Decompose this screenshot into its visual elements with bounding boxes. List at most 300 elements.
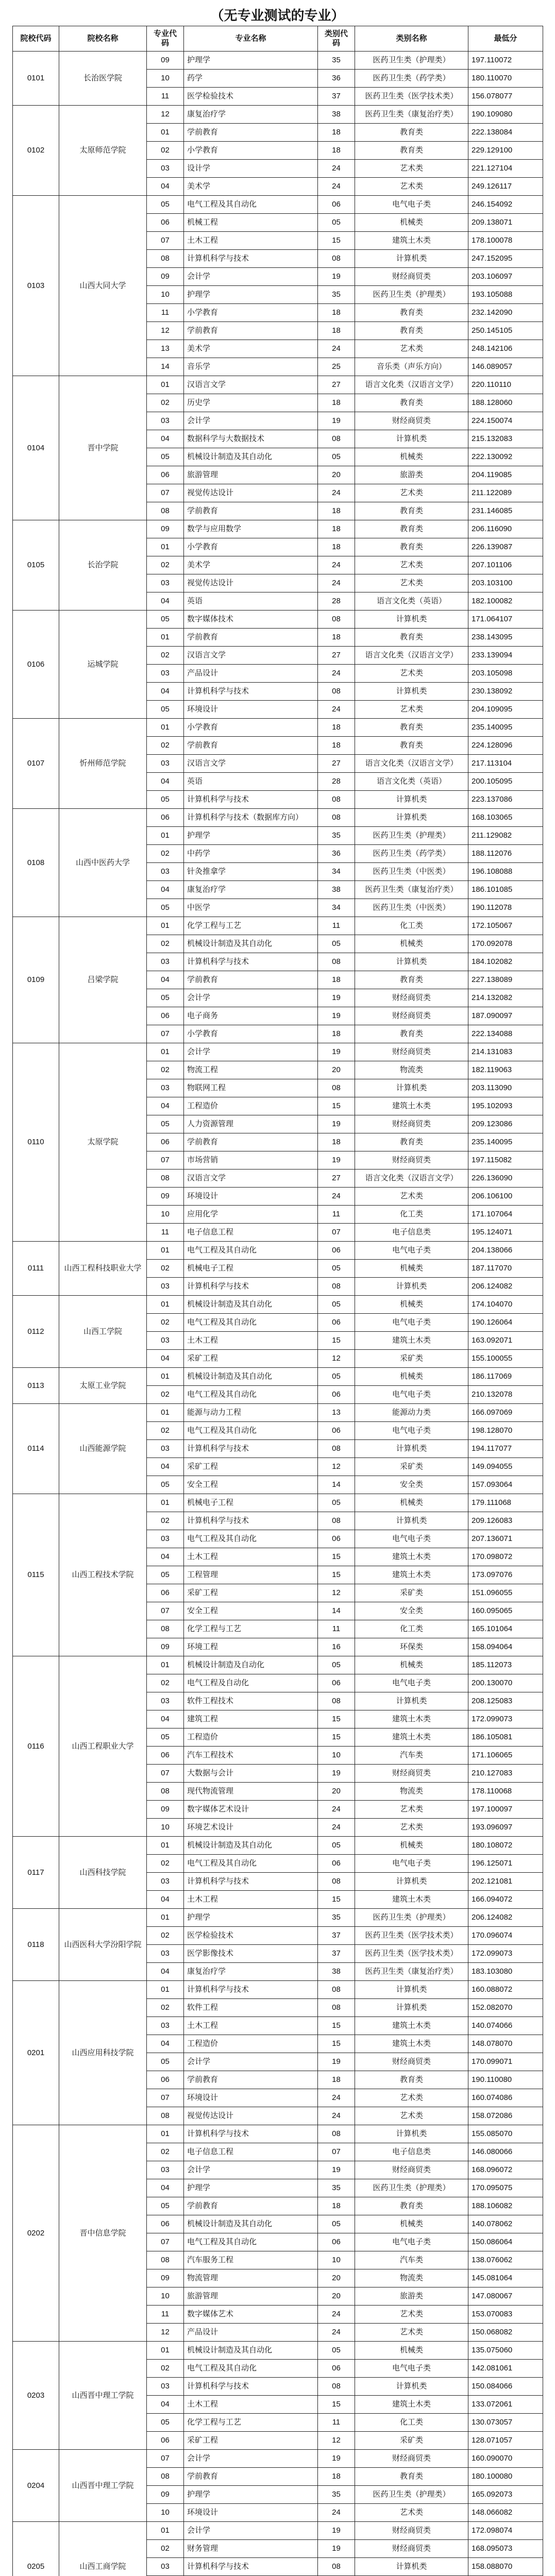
major-name-cell: 安全工程 <box>184 1602 318 1620</box>
category-code-cell: 15 <box>318 1332 355 1350</box>
category-code-cell: 19 <box>318 989 355 1007</box>
category-name-cell: 医药卫生类（医学技术类） <box>355 1927 468 1945</box>
category-code-cell: 18 <box>318 142 355 160</box>
category-code-cell: 12 <box>318 1350 355 1368</box>
category-code-cell: 27 <box>318 376 355 394</box>
major-name-cell: 电气工程及其自动化 <box>184 196 318 214</box>
category-code-cell: 36 <box>318 70 355 88</box>
category-name-cell: 财经商贸类 <box>355 268 468 286</box>
min-score-cell: 148.078070 <box>468 2035 543 2053</box>
category-name-cell: 艺术类 <box>355 178 468 196</box>
table-row <box>13 809 543 827</box>
major-name-cell: 计算机科学与技术 <box>184 791 318 809</box>
category-name-cell: 医药卫生类（药学类） <box>355 845 468 863</box>
min-score-cell: 209.138071 <box>468 214 543 232</box>
school-name-cell: 长治医学院 <box>59 52 147 106</box>
category-code-cell: 27 <box>318 755 355 773</box>
category-name-cell: 医药卫生类（护理类） <box>355 286 468 304</box>
major-name-cell: 大数据与会计 <box>184 1765 318 1783</box>
major-code-cell: 02 <box>147 1674 184 1692</box>
category-name-cell: 建筑土木类 <box>355 1332 468 1350</box>
major-code-cell: 02 <box>147 935 184 953</box>
major-code-cell: 04 <box>147 1548 184 1566</box>
category-name-cell: 计算机类 <box>355 2125 468 2143</box>
min-score-cell: 194.117077 <box>468 1440 543 1458</box>
school-name-cell: 山西医科大学汾阳学院 <box>59 1909 147 1981</box>
school-code-cell: 0116 <box>13 1656 59 1837</box>
category-name-cell: 医药卫生类（康复治疗类） <box>355 1963 468 1981</box>
category-code-cell: 06 <box>318 1855 355 1873</box>
major-code-cell: 08 <box>147 1170 184 1188</box>
category-name-cell: 语言文化类（汉语言文学） <box>355 647 468 665</box>
major-name-cell: 电气工程及其自动化 <box>184 1855 318 1873</box>
category-name-cell: 建筑土木类 <box>355 1548 468 1566</box>
category-name-cell: 教育类 <box>355 322 468 340</box>
category-name-cell: 机械类 <box>355 1368 468 1386</box>
school-name-cell: 太原工业学院 <box>59 1368 147 1404</box>
major-code-cell: 07 <box>147 2450 184 2468</box>
major-name-cell: 电气工程及其自动化 <box>184 1314 318 1332</box>
min-score-cell: 206.124082 <box>468 1909 543 1927</box>
min-score-cell: 214.131083 <box>468 1043 543 1061</box>
major-code-cell: 06 <box>147 1747 184 1765</box>
category-code-cell: 18 <box>318 124 355 142</box>
major-name-cell: 化学工程与工艺 <box>184 2414 318 2432</box>
major-code-cell: 05 <box>147 2053 184 2071</box>
major-name-cell: 计算机科学与技术 <box>184 1512 318 1530</box>
school-code-cell: 0203 <box>13 2342 59 2450</box>
major-name-cell: 会计学 <box>184 412 318 430</box>
min-score-cell: 233.139094 <box>468 647 543 665</box>
category-code-cell: 18 <box>318 737 355 755</box>
major-name-cell: 土木工程 <box>184 1332 318 1350</box>
header-category-name: 类别名称 <box>355 26 468 52</box>
major-code-cell: 01 <box>147 2125 184 2143</box>
school-code-cell: 0114 <box>13 1404 59 1494</box>
major-code-cell: 05 <box>147 1566 184 1584</box>
category-code-cell: 38 <box>318 881 355 899</box>
category-code-cell: 06 <box>318 1386 355 1404</box>
category-code-cell: 20 <box>318 466 355 484</box>
major-code-cell: 06 <box>147 2215 184 2233</box>
major-code-cell: 04 <box>147 2396 184 2414</box>
category-code-cell: 18 <box>318 538 355 556</box>
major-name-cell: 化学工程与工艺 <box>184 917 318 935</box>
major-code-cell: 02 <box>147 1260 184 1278</box>
major-name-cell: 小学教育 <box>184 538 318 556</box>
table-row <box>13 52 543 70</box>
category-code-cell: 24 <box>318 701 355 719</box>
category-name-cell: 电气电子类 <box>355 1674 468 1692</box>
major-code-cell: 01 <box>147 1242 184 1260</box>
min-score-cell: 209.126083 <box>468 1512 543 1530</box>
min-score-cell: 130.073057 <box>468 2414 543 2432</box>
category-code-cell: 20 <box>318 2269 355 2287</box>
major-code-cell: 01 <box>147 1368 184 1386</box>
category-code-cell: 06 <box>318 196 355 214</box>
major-name-cell: 计算机科学与技术 <box>184 2125 318 2143</box>
major-code-cell: 02 <box>147 1855 184 1873</box>
category-code-cell: 19 <box>318 1007 355 1025</box>
category-name-cell: 环保类 <box>355 1638 468 1656</box>
school-name-cell: 山西工程职业大学 <box>59 1656 147 1837</box>
major-name-cell: 会计学 <box>184 1043 318 1061</box>
major-name-cell: 应用化学 <box>184 1206 318 1224</box>
school-name-cell: 山西工学院 <box>59 1296 147 1368</box>
school-name-cell: 山西晋中理工学院 <box>59 2342 147 2450</box>
major-name-cell: 视觉传达设计 <box>184 574 318 592</box>
major-name-cell: 电子商务 <box>184 1007 318 1025</box>
major-name-cell: 土木工程 <box>184 1548 318 1566</box>
min-score-cell: 160.088072 <box>468 1981 543 1999</box>
category-name-cell: 采矿类 <box>355 1458 468 1476</box>
category-name-cell: 艺术类 <box>355 701 468 719</box>
major-code-cell: 01 <box>147 629 184 647</box>
table-row <box>13 2522 543 2540</box>
category-code-cell: 13 <box>318 1404 355 1422</box>
major-code-cell: 04 <box>147 2035 184 2053</box>
major-name-cell: 采矿工程 <box>184 1350 318 1368</box>
min-score-cell: 147.080067 <box>468 2287 543 2306</box>
min-score-cell: 198.128070 <box>468 1422 543 1440</box>
major-code-cell: 01 <box>147 1837 184 1855</box>
major-name-cell: 土木工程 <box>184 232 318 250</box>
min-score-cell: 170.099071 <box>468 2053 543 2071</box>
category-code-cell: 06 <box>318 1530 355 1548</box>
min-score-cell: 235.140095 <box>468 1133 543 1151</box>
major-name-cell: 会计学 <box>184 2522 318 2540</box>
min-score-cell: 150.068082 <box>468 2324 543 2342</box>
major-name-cell: 环境设计 <box>184 2504 318 2522</box>
major-code-cell: 05 <box>147 791 184 809</box>
major-code-cell: 10 <box>147 70 184 88</box>
major-code-cell: 03 <box>147 412 184 430</box>
min-score-cell: 203.106097 <box>468 268 543 286</box>
school-name-cell: 山西科技学院 <box>59 1837 147 1909</box>
category-code-cell: 18 <box>318 2468 355 2486</box>
table-row <box>13 376 543 394</box>
category-name-cell: 医药卫生类（中医类） <box>355 863 468 881</box>
min-score-cell: 165.101064 <box>468 1620 543 1638</box>
major-name-cell: 人力资源管理 <box>184 1115 318 1133</box>
category-code-cell: 05 <box>318 1368 355 1386</box>
min-score-cell: 210.127083 <box>468 1765 543 1783</box>
major-name-cell: 学前教育 <box>184 124 318 142</box>
category-code-cell: 18 <box>318 322 355 340</box>
major-name-cell: 工程管理 <box>184 1566 318 1584</box>
table-row <box>13 1909 543 1927</box>
major-name-cell: 环境设计 <box>184 701 318 719</box>
min-score-cell: 178.110068 <box>468 1783 543 1801</box>
major-code-cell: 04 <box>147 1350 184 1368</box>
major-name-cell: 护理学 <box>184 1909 318 1927</box>
min-score-cell: 249.126117 <box>468 178 543 196</box>
category-code-cell: 15 <box>318 232 355 250</box>
category-name-cell: 电子信息类 <box>355 2143 468 2161</box>
major-code-cell: 08 <box>147 1783 184 1801</box>
category-name-cell: 建筑土木类 <box>355 1097 468 1115</box>
category-name-cell: 财经商贸类 <box>355 1151 468 1170</box>
major-code-cell: 09 <box>147 1638 184 1656</box>
min-score-cell: 248.142106 <box>468 340 543 358</box>
major-name-cell: 汽车工程技术 <box>184 1747 318 1765</box>
min-score-cell: 206.124082 <box>468 1278 543 1296</box>
category-name-cell: 电气电子类 <box>355 1242 468 1260</box>
table-row <box>13 2125 543 2143</box>
major-code-cell: 09 <box>147 52 184 70</box>
min-score-cell: 195.124071 <box>468 1224 543 1242</box>
category-code-cell: 15 <box>318 1097 355 1115</box>
major-code-cell: 10 <box>147 286 184 304</box>
major-code-cell: 06 <box>147 1007 184 1025</box>
min-score-cell: 203.103100 <box>468 574 543 592</box>
major-code-cell: 04 <box>147 1891 184 1909</box>
category-code-cell: 16 <box>318 1638 355 1656</box>
category-name-cell: 机械类 <box>355 935 468 953</box>
min-score-cell: 230.138092 <box>468 683 543 701</box>
category-code-cell: 05 <box>318 1656 355 1674</box>
category-code-cell: 08 <box>318 791 355 809</box>
category-code-cell: 15 <box>318 1728 355 1747</box>
school-code-cell: 0117 <box>13 1837 59 1909</box>
major-code-cell: 07 <box>147 2089 184 2107</box>
table-row <box>13 2450 543 2468</box>
category-name-cell: 计算机类 <box>355 1440 468 1458</box>
school-name-cell: 山西工程技术学院 <box>59 1494 147 1656</box>
min-score-cell: 128.071057 <box>468 2432 543 2450</box>
category-code-cell: 08 <box>318 611 355 629</box>
min-score-cell: 170.095075 <box>468 2179 543 2197</box>
category-code-cell: 18 <box>318 971 355 989</box>
major-name-cell: 会计学 <box>184 2161 318 2179</box>
major-name-cell: 计算机科学与技术 <box>184 2378 318 2396</box>
category-name-cell: 计算机类 <box>355 250 468 268</box>
min-score-cell: 220.110110 <box>468 376 543 394</box>
min-score-cell: 182.100082 <box>468 592 543 611</box>
min-score-cell: 146.080066 <box>468 2143 543 2161</box>
category-name-cell: 教育类 <box>355 1025 468 1043</box>
category-code-cell: 34 <box>318 899 355 917</box>
table-row <box>13 196 543 214</box>
major-code-cell: 02 <box>147 845 184 863</box>
school-code-cell: 0205 <box>13 2522 59 2576</box>
category-code-cell: 18 <box>318 502 355 520</box>
major-code-cell: 10 <box>147 1206 184 1224</box>
min-score-cell: 211.122089 <box>468 484 543 502</box>
major-name-cell: 护理学 <box>184 52 318 70</box>
category-name-cell: 计算机类 <box>355 953 468 971</box>
category-name-cell: 教育类 <box>355 304 468 322</box>
school-code-cell: 0118 <box>13 1909 59 1981</box>
school-name-cell: 忻州师范学院 <box>59 719 147 809</box>
category-code-cell: 18 <box>318 304 355 322</box>
school-code-cell: 0112 <box>13 1296 59 1368</box>
major-code-cell: 08 <box>147 2107 184 2125</box>
major-code-cell: 03 <box>147 1530 184 1548</box>
category-name-cell: 艺术类 <box>355 1819 468 1837</box>
category-name-cell: 机械类 <box>355 214 468 232</box>
major-code-cell: 03 <box>147 1945 184 1963</box>
min-score-cell: 186.105081 <box>468 1728 543 1747</box>
category-name-cell: 计算机类 <box>355 1692 468 1710</box>
category-code-cell: 06 <box>318 1314 355 1332</box>
major-code-cell: 02 <box>147 737 184 755</box>
category-name-cell: 财经商贸类 <box>355 2450 468 2468</box>
category-code-cell: 27 <box>318 647 355 665</box>
category-name-cell: 机械类 <box>355 2342 468 2360</box>
school-code-cell: 0111 <box>13 1242 59 1296</box>
major-name-cell: 工程造价 <box>184 1728 318 1747</box>
major-name-cell: 数据科学与大数据技术 <box>184 430 318 448</box>
min-score-cell: 148.066082 <box>468 2504 543 2522</box>
min-score-cell: 222.130092 <box>468 448 543 466</box>
major-code-cell: 12 <box>147 322 184 340</box>
major-code-cell: 02 <box>147 394 184 412</box>
category-name-cell: 建筑土木类 <box>355 2035 468 2053</box>
category-code-cell: 05 <box>318 214 355 232</box>
category-name-cell: 计算机类 <box>355 430 468 448</box>
min-score-cell: 157.093064 <box>468 1476 543 1494</box>
category-code-cell: 15 <box>318 1566 355 1584</box>
category-code-cell: 06 <box>318 1242 355 1260</box>
major-name-cell: 电子信息工程 <box>184 2143 318 2161</box>
major-name-cell: 小学教育 <box>184 304 318 322</box>
major-code-cell: 01 <box>147 1981 184 1999</box>
category-name-cell: 电气电子类 <box>355 1314 468 1332</box>
min-score-cell: 238.143095 <box>468 629 543 647</box>
major-code-cell: 03 <box>147 2558 184 2576</box>
category-name-cell: 财经商贸类 <box>355 2540 468 2558</box>
school-code-cell: 0105 <box>13 520 59 611</box>
min-score-cell: 197.100097 <box>468 1801 543 1819</box>
major-name-cell: 工程造价 <box>184 1097 318 1115</box>
school-name-cell: 晋中学院 <box>59 376 147 520</box>
major-code-cell: 03 <box>147 1873 184 1891</box>
category-name-cell: 艺术类 <box>355 665 468 683</box>
min-score-cell: 151.096055 <box>468 1584 543 1602</box>
major-name-cell: 环境设计 <box>184 1188 318 1206</box>
category-code-cell: 24 <box>318 484 355 502</box>
min-score-cell: 203.105098 <box>468 665 543 683</box>
major-name-cell: 机械电子工程 <box>184 1260 318 1278</box>
major-code-cell: 12 <box>147 106 184 124</box>
min-score-cell: 166.097069 <box>468 1404 543 1422</box>
min-score-cell: 158.072086 <box>468 2107 543 2125</box>
major-name-cell: 财务管理 <box>184 2540 318 2558</box>
school-code-cell: 0201 <box>13 1981 59 2125</box>
category-code-cell: 08 <box>318 1440 355 1458</box>
category-code-cell: 11 <box>318 1206 355 1224</box>
major-code-cell: 05 <box>147 899 184 917</box>
major-name-cell: 计算机科学与技术 <box>184 1981 318 1999</box>
major-code-cell: 05 <box>147 2197 184 2215</box>
category-name-cell: 电气电子类 <box>355 2233 468 2251</box>
major-code-cell: 06 <box>147 809 184 827</box>
major-name-cell: 汉语言文学 <box>184 647 318 665</box>
min-score-cell: 152.082070 <box>468 1999 543 2017</box>
min-score-cell: 190.109080 <box>468 106 543 124</box>
major-code-cell: 04 <box>147 1097 184 1115</box>
major-code-cell: 06 <box>147 2432 184 2450</box>
category-name-cell: 采矿类 <box>355 1584 468 1602</box>
category-code-cell: 15 <box>318 1710 355 1728</box>
major-code-cell: 07 <box>147 1025 184 1043</box>
school-code-cell: 0101 <box>13 52 59 106</box>
min-score-cell: 193.096097 <box>468 1819 543 1837</box>
major-name-cell: 计算机科学与技术 <box>184 1873 318 1891</box>
category-code-cell: 05 <box>318 1494 355 1512</box>
min-score-cell: 207.136071 <box>468 1530 543 1548</box>
major-name-cell: 护理学 <box>184 2179 318 2197</box>
category-name-cell: 医药卫生类（药学类） <box>355 70 468 88</box>
major-name-cell: 医学影像技术 <box>184 1945 318 1963</box>
category-code-cell: 06 <box>318 2360 355 2378</box>
category-name-cell: 化工类 <box>355 917 468 935</box>
category-name-cell: 计算机类 <box>355 1873 468 1891</box>
category-code-cell: 11 <box>318 2414 355 2432</box>
major-code-cell: 09 <box>147 1801 184 1819</box>
category-name-cell: 教育类 <box>355 124 468 142</box>
major-name-cell: 产品设计 <box>184 2324 318 2342</box>
major-name-cell: 小学教育 <box>184 719 318 737</box>
major-code-cell: 03 <box>147 1692 184 1710</box>
major-code-cell: 13 <box>147 340 184 358</box>
category-code-cell: 35 <box>318 827 355 845</box>
min-score-cell: 155.085070 <box>468 2125 543 2143</box>
min-score-cell: 133.072061 <box>468 2396 543 2414</box>
table-body <box>13 52 543 2576</box>
major-name-cell: 软件工程技术 <box>184 1692 318 1710</box>
category-code-cell: 34 <box>318 863 355 881</box>
category-name-cell: 建筑土木类 <box>355 1891 468 1909</box>
major-code-cell: 04 <box>147 178 184 196</box>
category-name-cell: 教育类 <box>355 2468 468 2486</box>
category-code-cell: 15 <box>318 1891 355 1909</box>
school-name-cell: 太原师范学院 <box>59 106 147 196</box>
major-code-cell: 04 <box>147 2179 184 2197</box>
category-code-cell: 06 <box>318 1674 355 1692</box>
major-name-cell: 产品设计 <box>184 665 318 683</box>
major-code-cell: 02 <box>147 1422 184 1440</box>
min-score-cell: 182.119063 <box>468 1061 543 1079</box>
school-code-cell: 0102 <box>13 106 59 196</box>
category-name-cell: 计算机类 <box>355 683 468 701</box>
min-score-cell: 188.112076 <box>468 845 543 863</box>
category-code-cell: 24 <box>318 556 355 574</box>
category-code-cell: 06 <box>318 1422 355 1440</box>
category-code-cell: 19 <box>318 2161 355 2179</box>
min-score-cell: 158.088070 <box>468 2558 543 2576</box>
major-name-cell: 美术学 <box>184 178 318 196</box>
min-score-cell: 171.064107 <box>468 611 543 629</box>
major-code-cell: 01 <box>147 2522 184 2540</box>
category-code-cell: 08 <box>318 683 355 701</box>
major-code-cell: 03 <box>147 574 184 592</box>
major-name-cell: 汉语言文学 <box>184 1170 318 1188</box>
major-name-cell: 市场营销 <box>184 1151 318 1170</box>
school-code-cell: 0110 <box>13 1043 59 1242</box>
school-name-cell: 山西工程科技职业大学 <box>59 1242 147 1296</box>
category-name-cell: 计算机类 <box>355 791 468 809</box>
major-name-cell: 护理学 <box>184 2486 318 2504</box>
category-name-cell: 电气电子类 <box>355 196 468 214</box>
major-name-cell: 机械设计制造及其自动化 <box>184 1296 318 1314</box>
category-code-cell: 18 <box>318 394 355 412</box>
category-code-cell: 08 <box>318 2558 355 2576</box>
header-major-name: 专业名称 <box>184 26 318 52</box>
category-code-cell: 25 <box>318 358 355 376</box>
major-name-cell: 电气工程及其自动化 <box>184 2233 318 2251</box>
